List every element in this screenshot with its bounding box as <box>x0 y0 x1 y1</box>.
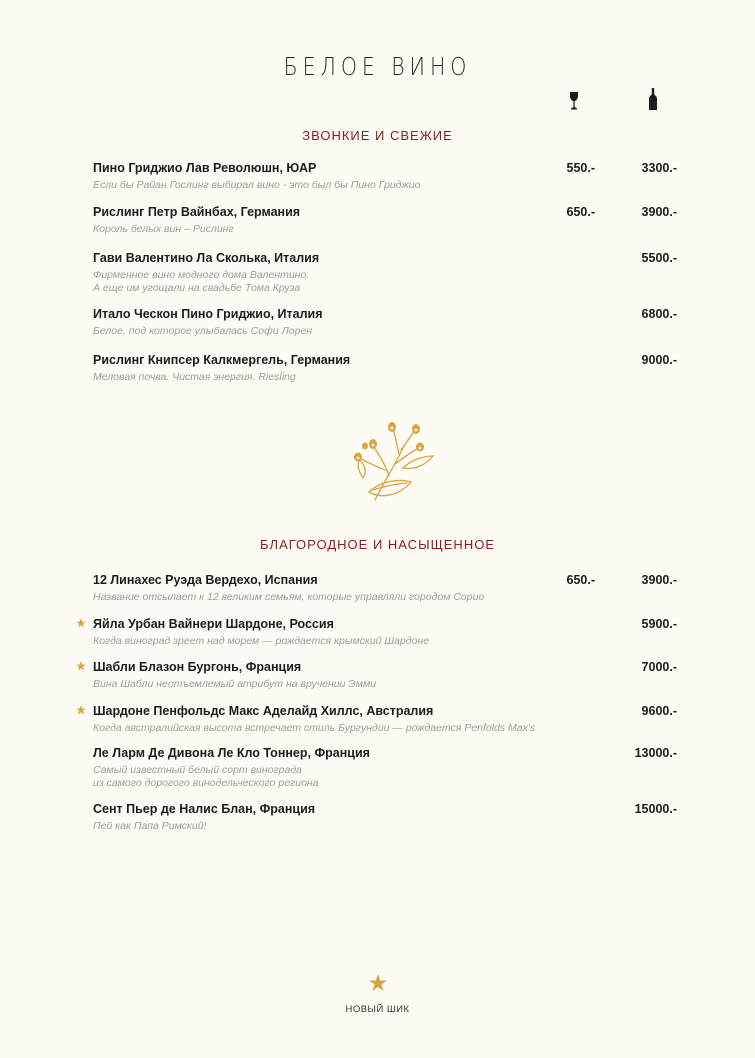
wine-description: Король белых вин – Рислинг <box>93 223 234 235</box>
wine-name: Яйла Урбан Вайнери Шардоне, Россия <box>93 617 334 631</box>
section-title-noble: БЛАГОРОДНОЕ И НАСЫЩЕННОЕ <box>260 537 495 552</box>
wine-name: Итало Ческон Пино Гриджио, Италия <box>93 307 323 321</box>
bottle-price: 6800.- <box>641 307 677 321</box>
wine-glass-icon <box>569 92 579 110</box>
legend-label: НОВЫЙ ШИК <box>345 1004 410 1015</box>
bottle-price: 13000.- <box>634 746 677 760</box>
wine-name: Пино Гриджио Лав Революшн, ЮАР <box>93 161 317 175</box>
bottle-price: 15000.- <box>634 802 677 816</box>
wine-description: Пей как Папа Римский! <box>93 820 207 832</box>
wine-name: Сент Пьер де Налис Блан, Франция <box>93 802 316 816</box>
bottle-price: 5500.- <box>641 251 677 265</box>
wine-description: Вина Шабли неотъемлемый атрибут на вручении Эмми <box>93 678 376 690</box>
star-icon <box>369 974 387 992</box>
wine-name: Шабли Блазон Бургонь, Франция <box>93 660 302 674</box>
star-icon <box>76 705 86 715</box>
wine-name: 12 Линахес Руэда Вердехо, Испания <box>93 573 318 587</box>
glass-price: 650.- <box>566 573 595 587</box>
wine-name: Рислинг Петр Вайнбах, Германия <box>93 205 301 219</box>
wine-description: Если бы Райан Гослинг выбирал вино - это был бы Пино Гриджио <box>93 179 421 191</box>
bottle-price: 3300.- <box>641 161 677 175</box>
wine-description: Название отсылает к 12 великим семьям, которые управляли городом Сорио <box>93 591 485 603</box>
bottle-price: 9000.- <box>641 353 677 367</box>
wine-description: Самый известный белый сорт винограда из самого дорогого винодельческого региона <box>93 764 319 789</box>
wine-description: Меловая почва. Чистая энергия. Riesling <box>93 371 296 383</box>
bottle-price: 9600.- <box>641 704 677 718</box>
star-icon <box>76 661 86 671</box>
golden-branch-icon <box>345 420 435 502</box>
wine-name: Гави Валентино Ла Сколька, Италия <box>93 251 320 265</box>
wine-description: Белое, под которое улыбалась Софи Лорен <box>93 325 313 337</box>
glass-price: 650.- <box>566 205 595 219</box>
page-title: БЕЛОЕ ВИНО <box>283 52 472 81</box>
glass-price: 550.- <box>566 161 595 175</box>
wine-description: Фирменное вино модного дома Валентино. А еще им угощали на свадьбе Тома Круза <box>93 269 310 294</box>
wine-name: Рислинг Книпсер Калкмергель, Германия <box>93 353 351 367</box>
section-title-fresh: ЗВОНКИЕ И СВЕЖИЕ <box>302 128 453 143</box>
wine-name: Ле Ларм Де Дивона Ле Кло Тоннер, Франция <box>93 746 370 760</box>
bottle-price: 7000.- <box>641 660 677 674</box>
bottle-price: 3900.- <box>641 573 677 587</box>
wine-description: Когда виноград зреет над морем — рождается крымский Шардоне <box>93 635 430 647</box>
star-icon <box>76 618 86 628</box>
bottle-price: 3900.- <box>641 205 677 219</box>
wine-name: Шардоне Пенфольдс Макс Аделайд Хиллс, Австралия <box>93 704 434 718</box>
wine-bottle-icon <box>649 88 657 110</box>
wine-description: Когда австралийская высота встречает стиль Бургундии — рождается Penfolds Max's <box>93 722 536 734</box>
bottle-price: 5900.- <box>641 617 677 631</box>
